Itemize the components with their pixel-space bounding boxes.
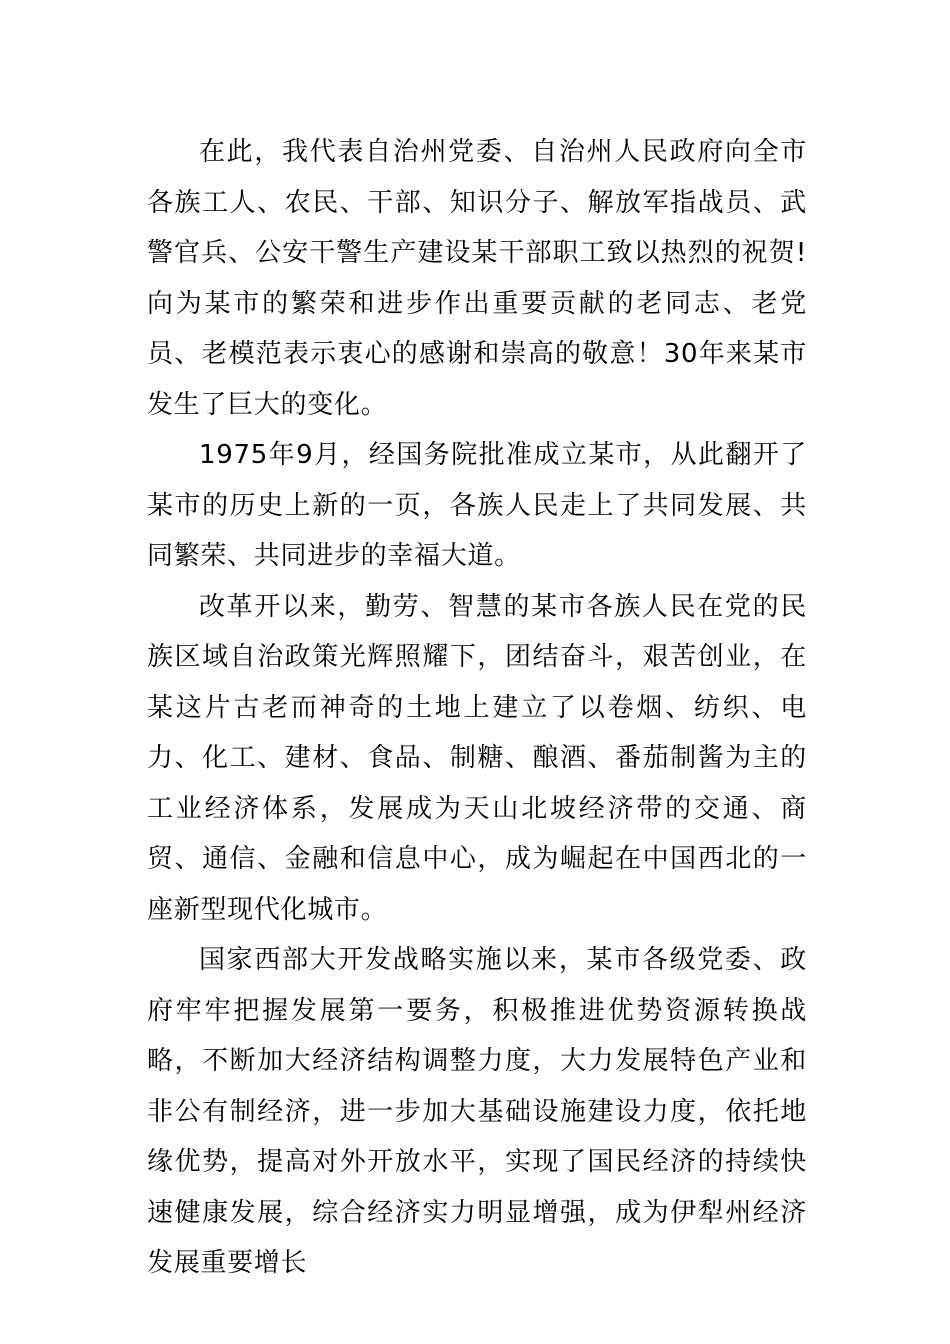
paragraph-founding: 1975年9月，经国务院批准成立某市，从此翻开了某市的历史上新的一页，各族人民走上了共同发展、共同繁荣、共同进步的幸福大道。 (147, 440, 807, 571)
document-body (147, 127, 807, 1289)
paragraph-western-development: 国家西部大开发战略实施以来，某市各级党委、政府牢牢把握发展第一要务，积极推进优势资源转换战略，不断加大经济结构调整力度，大力发展特色产业和非公有制经济，进一步加大基础设施建设力度，依托地缘优势，提高对外开放水平，实现了国民经济的持续快速健康发展，综合经济实力明显增强，成为伊犁州经济发展重要增长 (147, 945, 807, 1278)
paragraph-greeting: 在此，我代表自治州党委、自治州人民政府向全市各族工人、农民、干部、知识分子、解放军指战员、武警官兵、公安干警生产建设某干部职工致以热烈的祝贺!向为某市的繁荣和进步作出重要贡献的老同志、老党员、老模范表示衷心的感谢和崇高的敬意！30年来某市发生了巨大的变化。 (147, 137, 807, 420)
paragraph-reform: 改革开以来，勤劳、智慧的某市各族人民在党的民族区域自治政策光辉照耀下，团结奋斗，艰苦创业，在某这片古老而神奇的土地上建立了以卷烟、纺织、电力、化工、建材、食品、制糖、酿酒、番茄制酱为主的工业经济体系，发展成为天山北坡经济带的交通、商贸、通信、金融和信息中心，成为崛起在中国西北的一座新型现代化城市。 (147, 591, 807, 925)
